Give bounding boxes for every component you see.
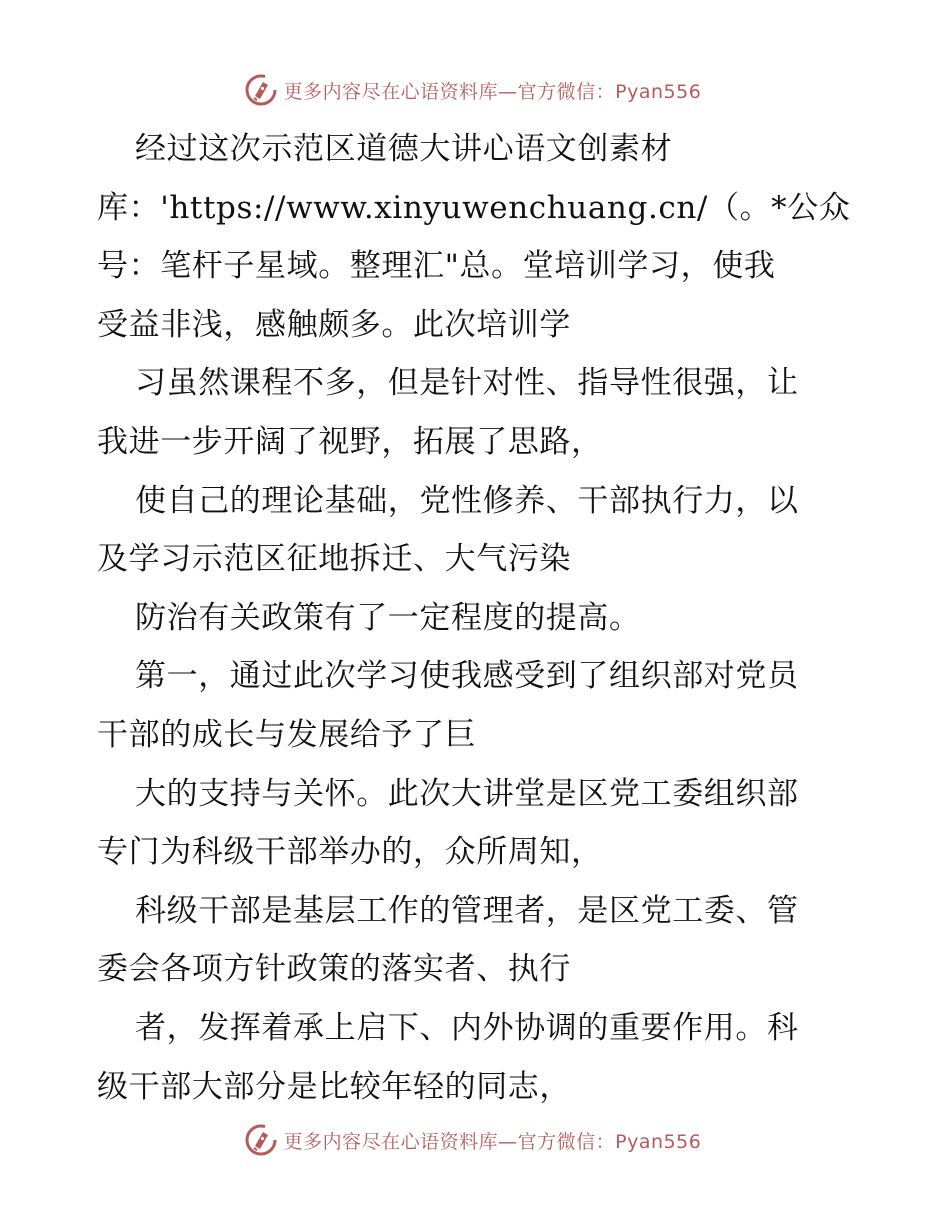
watermark-text: 更多内容尽在心语资料库—官方微信：Pyan556 [283,80,702,103]
text-line: 及学习示范区征地拆迁、大气污染 [97,541,571,578]
text-line: 库：'https://www.xinyuwenchuang.cn/（。*公众 [97,189,851,226]
text-line: 我进一步开阔了视野，拓展了思路， [97,423,603,460]
text-line: 大的支持与关怀。此次大讲堂是区党工委组织部 [135,775,799,812]
footer-watermark-banner [0,1120,950,1160]
pen-nib-icon [244,73,278,107]
text-line: 使自己的理论基础，党性修养、干部执行力，以 [135,482,799,519]
document-body [97,126,857,1122]
text-line: 习虽然课程不多，但是针对性、指导性很强，让 [135,365,799,402]
watermark-text: 更多内容尽在心语资料库—官方微信：Pyan556 [283,1130,702,1153]
text-line: 第一，通过此次学习使我感受到了组织部对党员 [135,658,799,695]
text-line: 级干部大部分是比较年轻的同志， [97,1068,571,1105]
text-line: 干部的成长与发展给予了巨 [97,716,477,753]
text-line: 号：笔杆子星域。整理汇"总。堂培训学习，使我 [97,248,776,285]
text-line: 受益非浅，感触颇多。此次培训学 [97,306,571,343]
text-line: 科级干部是基层工作的管理者，是区党工委、管 [135,892,799,929]
text-line: 经过这次示范区道德大讲心语文创素材 [135,131,673,167]
pen-nib-icon [244,1123,278,1157]
header-watermark-banner [0,70,950,110]
text-line: 防治有关政策有了一定程度的提高。 [135,599,641,636]
text-line: 专门为科级干部举办的，众所周知， [97,834,603,871]
text-line: 委会各项方针政策的落实者、执行 [97,951,571,988]
text-line: 者，发挥着承上启下、内外协调的重要作用。科 [135,1009,799,1046]
